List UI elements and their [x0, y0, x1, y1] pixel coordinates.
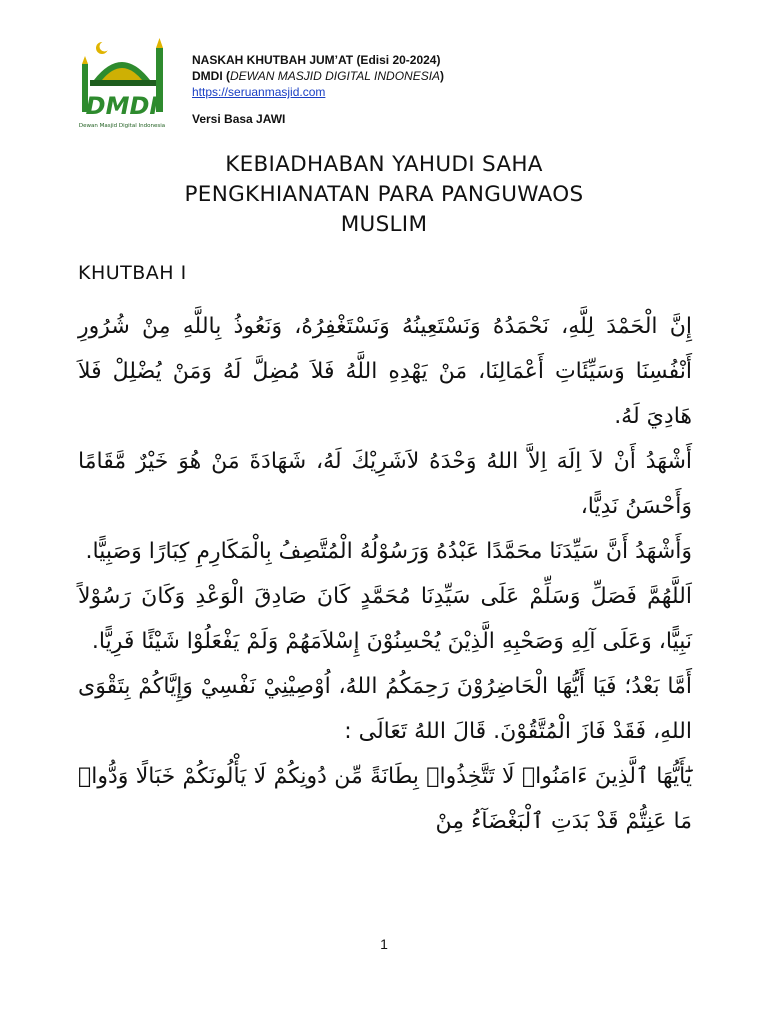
header-edition: NASKAH KHUTBAH JUM’AT (Edisi 20-2024): [192, 53, 441, 67]
dmdi-logo: [72, 34, 172, 130]
arabic-paragraph: أَشْهَدُ أَنْ لاَ اِلَهَ اِلاَّ اللهُ وَحْدَهُ لاَشَرِيْكَ لَهُ، شَهَادَةَ مَنْ هُوَ خَيْرٌ مَّقَامًا وَأَحْسَنُ نَدِيًّا،: [78, 449, 692, 519]
arabic-text-body: [78, 304, 692, 844]
sermon-title: [60, 150, 708, 240]
title-line-3: MUSLIM: [340, 212, 428, 237]
document-header: [192, 52, 572, 127]
title-line-2: PENGKHIANATAN PARA PANGUWAOS: [184, 182, 584, 207]
arabic-paragraph: أَمَّا بَعْدُ؛ فَيَا أَيُّهَا الْحَاضِرُوْنَ رَحِمَكُمُ اللهُ، اُوْصِيْنِيْ نَفْسِيْ وَإِيَّاكُمْ بِتَقْوَى اللهِ، فَقَدْ فَازَ الْمُتَّقُوْنَ. قَالَ اللهُ تَعَالَى :: [78, 674, 692, 744]
arabic-paragraph: يَٰٓأَيُّهَا ٱلَّذِينَ ءَامَنُوا۟ لَا تَتَّخِذُوا۟ بِطَانَةً مِّن دُونِكُمْ لَا يَأْلُونَكُمْ خَبَالًا وَدُّوا۟ مَا عَنِتُّمْ قَدْ بَدَتِ ٱلْبَغْضَآءُ مِنْ: [78, 764, 692, 834]
header-version: Versi Basa JAWI: [192, 112, 286, 126]
logo-tagline: Dewan Masjid Digital Indonesia: [78, 123, 166, 129]
arabic-paragraph: اَللَّهُمَّ فَصَلِّ وَسَلِّمْ عَلَى سَيِّدِنَا مُحَمَّدٍ كَانَ صَادِقَ الْوَعْدِ وَكَانَ رَسُوْلاً نَبِيًّا، وَعَلَى آلِهِ وَصَحْبِهِ الَّذِيْنَ يُحْسِنُوْنَ إِسْلاَمَهُمْ وَلَمْ يَفْعَلُوْا شَيْئًا فَرِيًّا.: [78, 584, 692, 654]
arabic-paragraph: وَأَشْهَدُ أَنَّ سَيِّدَنَا محَمَّدًا عَبْدُهُ وَرَسُوْلُهُ الْمُتَّصِفُ بِالْمَكَارِمِ كِبَارًا وَصَبِيًّا.: [85, 539, 692, 564]
page-number: 1: [380, 936, 388, 952]
header-organization-full: DEWAN MASJID DIGITAL INDONESIA: [230, 69, 441, 83]
header-website-link[interactable]: https://seruanmasjid.com: [192, 85, 326, 99]
arabic-paragraph: إِنَّ الْحَمْدَ لِلَّهِ، نَحْمَدُهُ وَنَسْتَعِينُهُ وَنَسْتَغْفِرُهُ، وَنَعُوذُ بِاللَّهِ مِنْ شُرُورِ أَنْفُسِنَا وَسَيِّئَاتِ أَعْمَالِنَا، مَنْ يَهْدِهِ اللَّهُ فَلاَ مُضِلَّ لَهُ وَمَنْ يُضْلِلْ فَلاَ هَادِيَ لَهُ.: [78, 314, 692, 429]
title-line-1: KEBIADHABAN YAHUDI SAHA: [225, 152, 543, 177]
header-organization: DMDI (DEWAN MASJID DIGITAL INDONESIA): [192, 69, 445, 83]
section-heading: KHUTBAH I: [78, 262, 187, 284]
logo-letters: DMDI: [85, 92, 159, 120]
